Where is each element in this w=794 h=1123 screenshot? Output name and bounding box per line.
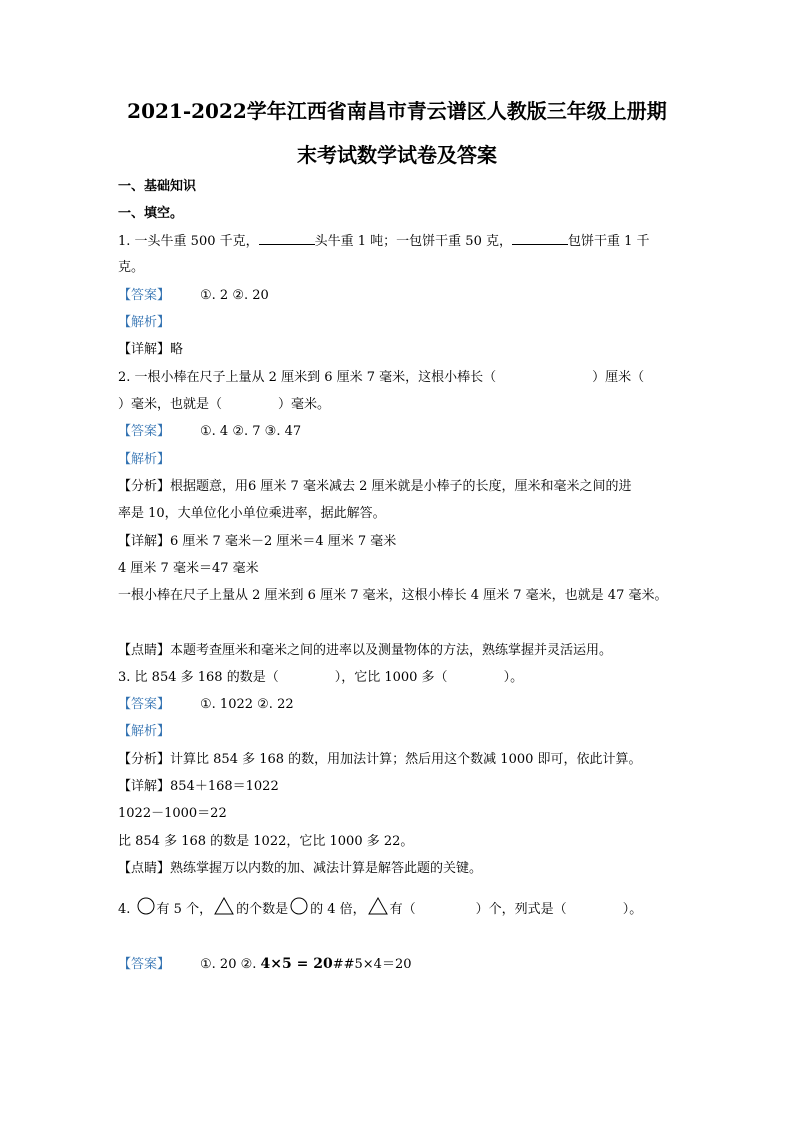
question-3-text-b: ），它比 1000 多（ [334, 670, 448, 685]
question-2-detail-line-3: 一根小棒在尺子上量从 2 厘米到 6 厘米 7 毫米，这根小棒长 4 厘米 7 毫米，也就是 47 毫米。 [118, 588, 668, 603]
question-4-text-g: ）。 [622, 902, 643, 917]
section-heading-basic-knowledge: 一、基础知识 [118, 179, 197, 194]
question-2-text-b: ）厘米（ [592, 370, 645, 385]
dianjing-label: 【点睛】 [118, 643, 171, 658]
question-3-fenxi [118, 750, 642, 770]
question-4 [118, 897, 642, 920]
detail-label: 【详解】 [118, 779, 171, 794]
question-3-text-c: ）。 [503, 670, 524, 685]
question-2-text-d: ）毫米。 [278, 397, 331, 412]
question-2-dianjing [118, 641, 612, 661]
section-heading-fill-in: 一、填空。 [118, 206, 184, 221]
question-2-answer-values: ①. 4 ②. 7 ③. 47 [200, 424, 302, 439]
question-4-text-e: 有（ [389, 902, 416, 917]
question-1-answer-values: ①. 2 ②. 20 [200, 288, 269, 303]
question-3-dianjing [118, 859, 482, 879]
detail-label: 【详解】 [118, 342, 171, 357]
question-4-text-c: 的个数是 [236, 902, 289, 917]
question-2-detail-line-2: 4 厘米 7 毫米＝47 毫米 [118, 561, 259, 576]
question-3-answer-values: ①. 1022 ②. 22 [200, 697, 294, 712]
question-4-text-b: 有 5 个， [156, 902, 213, 917]
question-4-text-f: ）个，列式是（ [475, 902, 567, 917]
circle-shape-icon [290, 897, 308, 915]
answer-label: 【答案】 [118, 424, 171, 439]
triangle-shape-icon [368, 897, 388, 915]
circle-shape-icon [137, 897, 155, 915]
question-2-fenxi-line-1 [118, 477, 632, 497]
question-4-text-d: 的 4 倍， [310, 902, 366, 917]
question-2-fenxi-text-1: 根据题意，用6 厘米 7 毫米减去 2 厘米就是小棒子的长度，厘米和毫米之间的进 [170, 479, 632, 494]
question-2-analysis-label: 【解析】 [118, 452, 171, 467]
question-3-dianjing-text: 熟练掌握万以内数的加、减法计算是解答此题的关键。 [170, 861, 483, 876]
question-1-detail [118, 340, 183, 360]
question-3-text-a: 3. 比 854 多 168 的数是（ [118, 670, 279, 685]
answer-blank [259, 231, 315, 245]
question-3-detail-text-1: 854＋168＝1022 [170, 779, 279, 794]
question-1-analysis-label: 【解析】 [118, 315, 171, 330]
question-1-detail-text: 略 [170, 342, 184, 357]
question-3-answer [118, 695, 294, 715]
fenxi-label: 【分析】 [118, 752, 171, 767]
question-4-answer [118, 954, 412, 975]
answer-label: 【答案】 [118, 288, 171, 303]
question-1-text-a: 1. 一头牛重 500 千克， [118, 234, 259, 249]
question-1-text-c: 包饼干重 1 千 [567, 234, 650, 249]
question-2 [118, 368, 644, 388]
detail-label: 【详解】 [118, 534, 171, 549]
question-3-analysis-label: 【解析】 [118, 724, 171, 739]
question-3-detail-line-3: 比 854 多 168 的数是 1022，它比 1000 多 22。 [118, 834, 414, 849]
question-1-text-b: 头牛重 1 吨；一包饼干重 50 克， [314, 234, 512, 249]
question-3-detail-line-2: 1022－1000＝22 [118, 806, 227, 821]
question-3 [118, 668, 523, 688]
question-2-detail-line-1 [118, 532, 396, 552]
question-1-continued: 克。 [118, 260, 145, 275]
question-4-answer-alt: ##5×4＝20 [332, 957, 412, 972]
question-2-text-c: ）毫米，也就是（ [118, 397, 223, 412]
question-3-fenxi-text: 计算比 854 多 168 的数，用加法计算；然后用这个数减 1000 即可，依此计算。 [170, 752, 642, 767]
question-2-dianjing-text: 本题考查厘米和毫米之间的进率以及测量物体的方法，熟练掌握并灵活运用。 [170, 643, 613, 658]
question-2-answer [118, 422, 301, 442]
dianjing-label: 【点睛】 [118, 861, 171, 876]
document-title-line-1: 2021-2022学年江西省南昌市青云谱区人教版三年级上册期 [127, 99, 667, 123]
question-1-answer [118, 286, 269, 306]
answer-blank [512, 231, 568, 245]
question-2-text-a: 2. 一根小棒在尺子上量从 2 厘米到 6 厘米 7 毫米，这根小棒长（ [118, 370, 497, 385]
answer-label: 【答案】 [118, 697, 171, 712]
triangle-shape-icon [214, 897, 234, 915]
question-4-answer-values: ①. 20 ②. [200, 957, 257, 972]
fenxi-label: 【分析】 [118, 479, 171, 494]
question-1 [118, 231, 650, 252]
question-3-detail-line-1 [118, 777, 279, 797]
question-2-detail-text-1: 6 厘米 7 毫米－2 厘米＝4 厘米 7 毫米 [170, 534, 397, 549]
answer-label: 【答案】 [118, 957, 171, 972]
document-title-line-2: 末考试数学试卷及答案 [297, 143, 497, 167]
question-4-answer-formula: 4×5 = 20 [260, 956, 333, 972]
question-4-number: 4. [118, 902, 131, 917]
question-2-fenxi-line-2: 率是 10，大单位化小单位乘进率，据此解答。 [118, 506, 386, 521]
question-2-continued [118, 395, 330, 415]
